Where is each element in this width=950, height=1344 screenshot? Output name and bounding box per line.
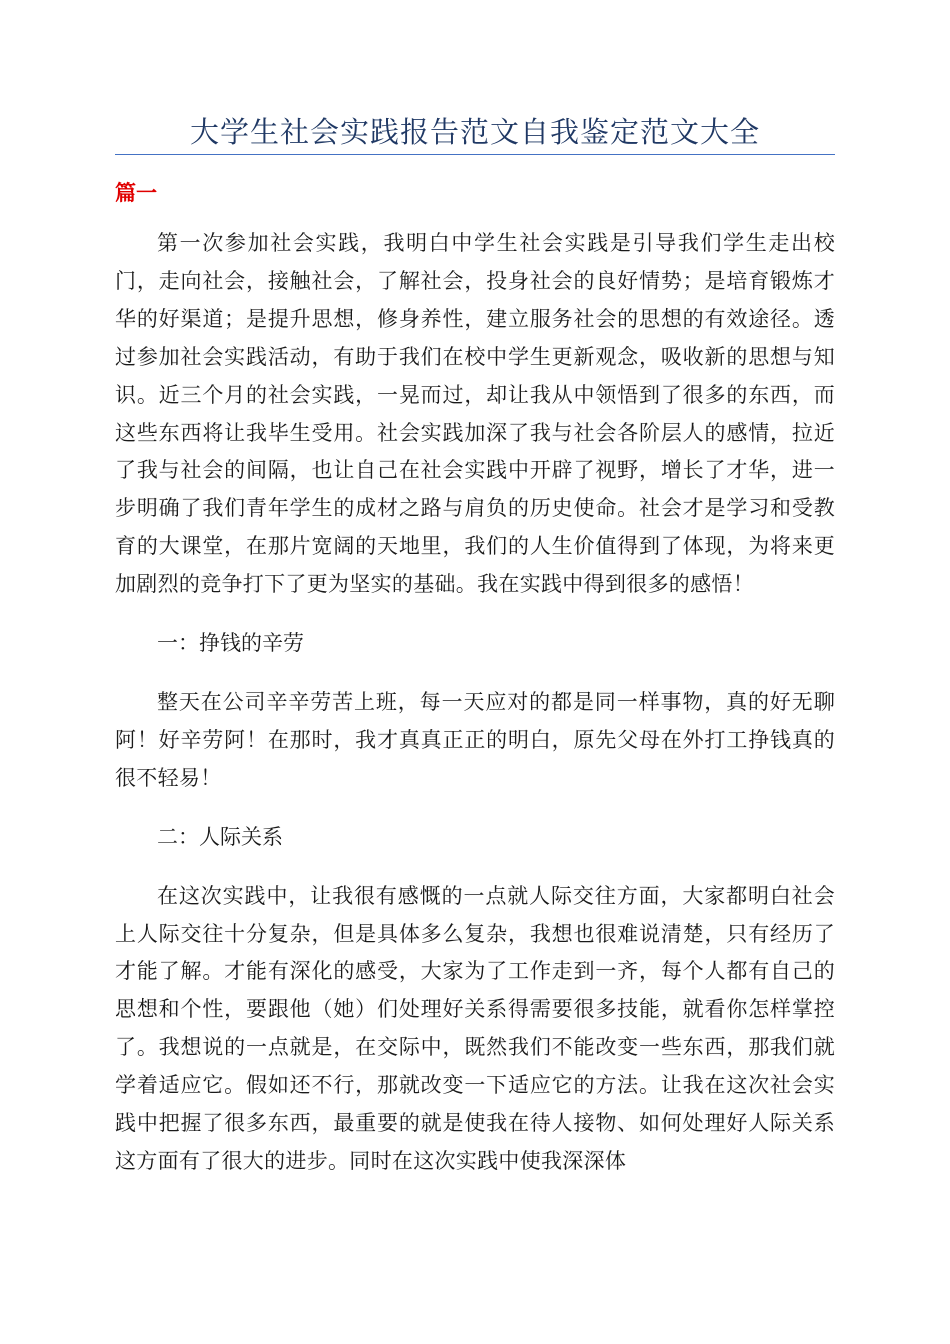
paragraph-earning-money: 整天在公司辛辛劳苦上班，每一天应对的都是同一样事物，真的好无聊阿！好辛劳阿！在那时，我才真真正正的明白，原先父母在外打工挣钱真的很不轻易！ <box>115 689 835 790</box>
paragraph-relationships: 在这次实践中，让我很有感慨的一点就人际交往方面，大家都明白社会上人际交往十分复杂，但是具体多么复杂，我想也很难说清楚，只有经历了才能了解。才能有深化的感受，大家为了工作走到一齐，每个人都有自己的思想和个性，要跟他（她）们处理好关系得需要很多技能，就看你怎样掌控了。我想说的一点就是，在交际中，既然我们不能改变一些东西，那我们就学着适应它。假如还不行，那就改变一下适应它的方法。让我在这次社会实践中把握了很多东西，最重要的就是使我在待人接物、如何处理好人际关系这方面有了很大的进步。同时在这次实践中使我深深体 <box>115 883 835 1173</box>
paragraph-intro: 第一次参加社会实践，我明白中学生社会实践是引导我们学生走出校门，走向社会，接触社会，了解社会，投身社会的良好情势；是培育锻炼才华的好渠道；是提升思想，修身养性，建立服务社会的思想的有效途径。透过参加社会实践活动，有助于我们在校中学生更新观念，吸收新的思想与知识。近三个月的社会实践，一晃而过，却让我从中领悟到了很多的东西，而这些东西将让我毕生受用。社会实践加深了我与社会各阶层人的感情，拉近了我与社会的间隔，也让自己在社会实践中开辟了视野，增长了才华，进一步明确了我们青年学生的成材之路与肩负的历史使命。社会才是学习和受教育的大课堂，在那片宽阔的天地里，我们的人生价值得到了体现，为将来更加剧烈的竞争打下了更为坚实的基础。我在实践中得到很多的感悟！ <box>115 231 835 597</box>
subheading-relationships: 二：人际关系 <box>157 824 283 849</box>
subheading-earning-money: 一：挣钱的辛劳 <box>157 631 304 656</box>
page-title: 大学生社会实践报告范文自我鉴定范文大全 <box>189 115 760 149</box>
document-body <box>115 225 835 1181</box>
title-underline <box>115 154 835 155</box>
section-heading: 篇一 <box>115 180 157 205</box>
